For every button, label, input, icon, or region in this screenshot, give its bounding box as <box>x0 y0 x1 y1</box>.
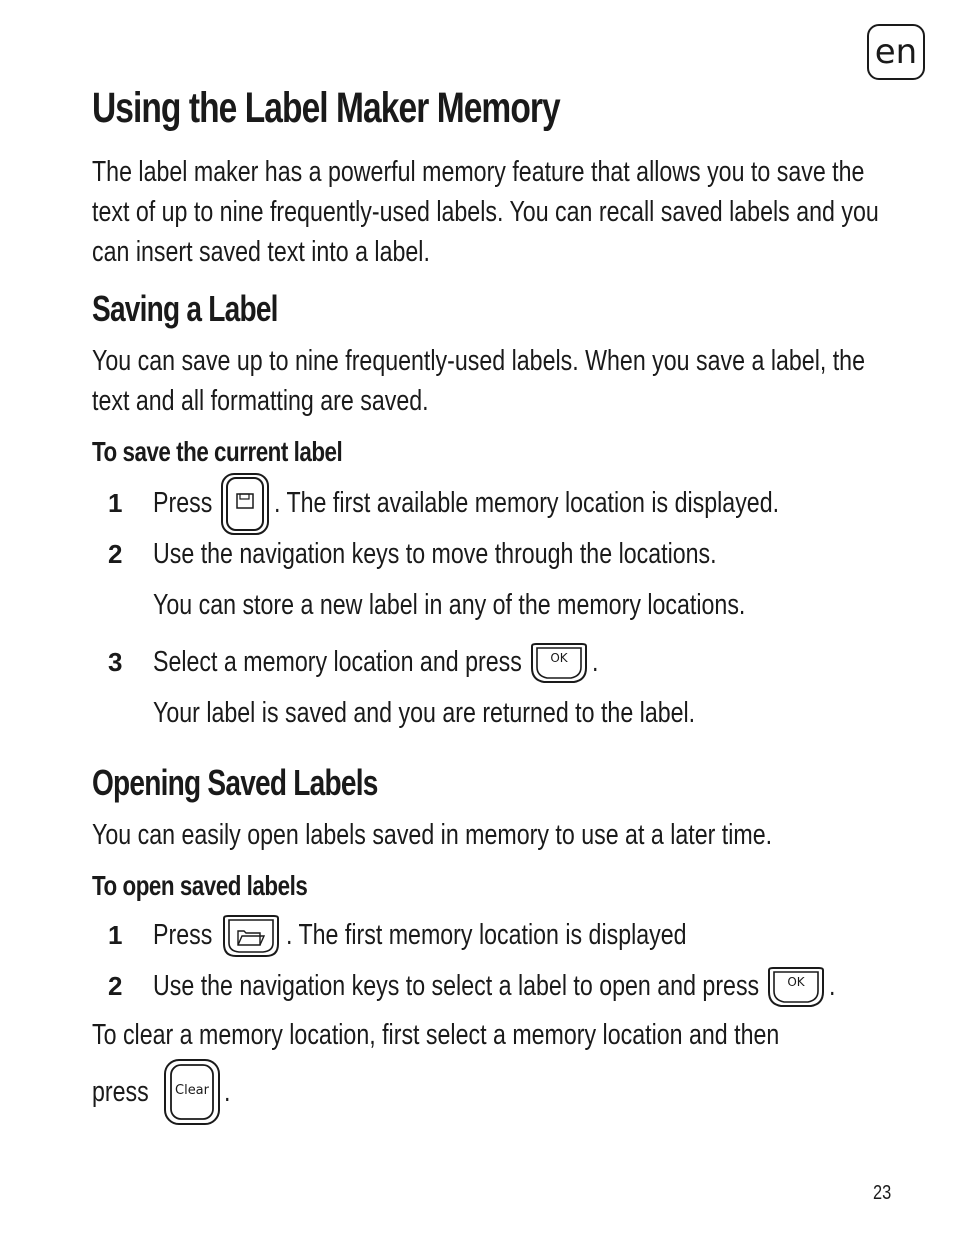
list-item <box>92 529 892 580</box>
clear-paragraph: To clear a memory location, first select a memory location and then press Clear . <box>92 1015 892 1127</box>
page-number: 23 <box>873 1182 892 1204</box>
opening-steps <box>92 910 892 1012</box>
opening-paragraph: You can easily open labels saved in memory to use at a later time. <box>92 819 773 851</box>
saving-subheading: To save the current label <box>92 436 343 467</box>
step-text: . <box>828 970 836 1002</box>
page-content <box>92 82 892 1127</box>
step-note: You can store a new label in any of the memory locations. <box>153 589 746 621</box>
step-text: Select a memory location and press <box>153 646 522 678</box>
step-text: . <box>591 646 599 678</box>
step-text: . The first memory location is displayed <box>286 919 688 951</box>
list-item <box>92 910 892 961</box>
opening-heading: Opening Saved Labels <box>92 762 378 803</box>
intro-paragraph: The label maker has a powerful memory feature that allows you to save the text of up to nine frequently-used labels. You can recall saved labels and you can insert saved text into a label. <box>92 156 879 268</box>
svg-text:OK: OK <box>787 974 805 989</box>
step-number: 2 <box>108 539 123 569</box>
step-note: Your label is saved and you are returned to the label. <box>153 697 696 729</box>
clear-text: . <box>223 1076 231 1108</box>
opening-subheading: To open saved labels <box>92 870 308 901</box>
list-item <box>92 961 892 1012</box>
ok-key-icon <box>765 966 827 1008</box>
list-item <box>92 478 892 529</box>
page-title: Using the Label Maker Memory <box>92 84 560 132</box>
svg-text:Clear: Clear <box>174 1083 209 1098</box>
step-text: Use the navigation keys to select a label to open and press <box>153 970 760 1002</box>
language-badge: en <box>867 24 925 80</box>
step-text: Use the navigation keys to move through the locations. <box>153 538 717 570</box>
step-number: 1 <box>108 920 123 950</box>
saving-heading: Saving a Label <box>92 288 278 329</box>
step-number: 2 <box>108 971 123 1001</box>
step-number: 3 <box>108 647 123 677</box>
svg-text:OK: OK <box>550 650 568 665</box>
ok-key-icon <box>528 642 590 684</box>
saving-paragraph: You can save up to nine frequently-used labels. When you save a label, the text and all formatting are saved. <box>92 345 865 417</box>
step-text: . The first available memory location is displayed. <box>274 487 780 519</box>
step-text: Press <box>153 919 213 951</box>
step-text: Press <box>153 487 213 519</box>
clear-text: press <box>92 1076 149 1108</box>
open-key-icon <box>220 914 282 958</box>
step-number: 1 <box>108 488 123 518</box>
save-key-icon <box>220 472 270 536</box>
list-item <box>92 637 892 688</box>
saving-steps <box>92 478 892 739</box>
clear-key-icon <box>163 1058 221 1126</box>
